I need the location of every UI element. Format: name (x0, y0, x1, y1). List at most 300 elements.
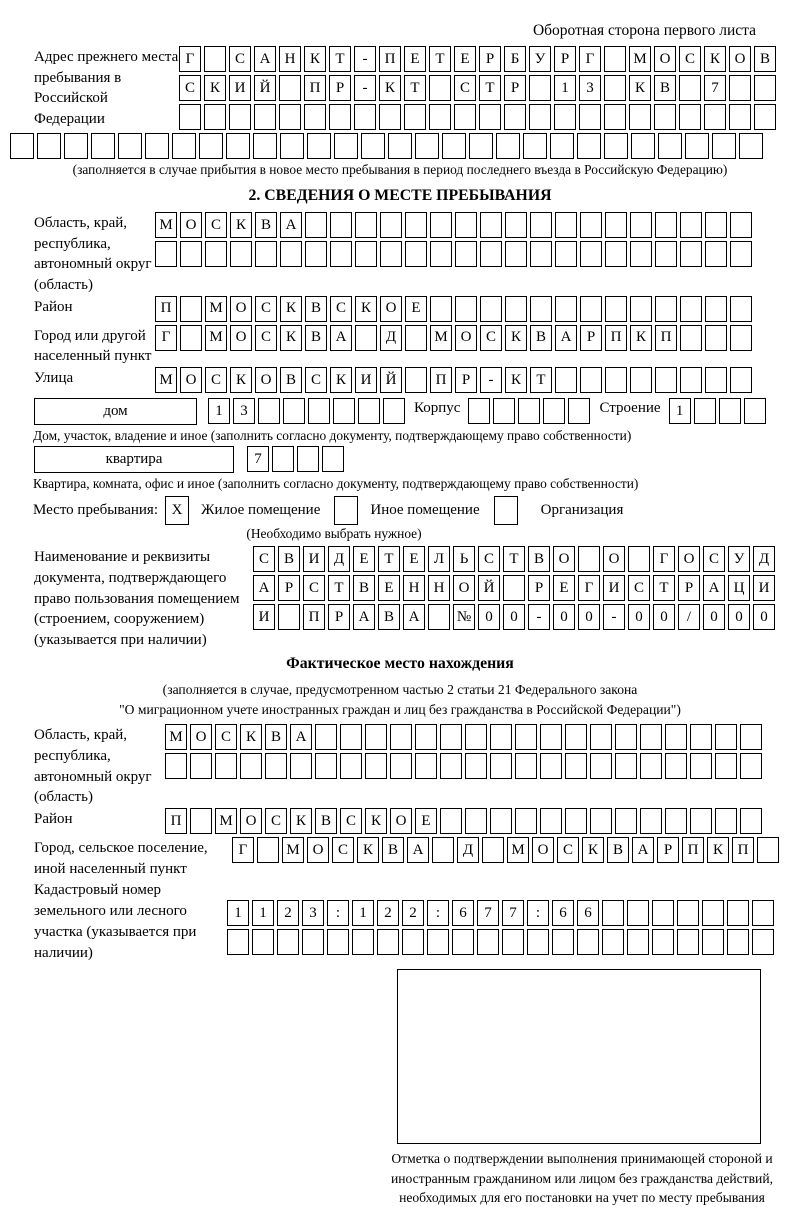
char-box[interactable]: В (530, 325, 552, 351)
char-box[interactable] (677, 900, 699, 926)
char-box[interactable]: В (278, 546, 300, 572)
char-box[interactable] (230, 241, 252, 267)
char-box[interactable] (322, 446, 344, 472)
char-box[interactable] (454, 104, 476, 130)
char-box[interactable]: О (190, 724, 212, 750)
char-box[interactable] (405, 212, 427, 238)
char-box[interactable] (705, 212, 727, 238)
char-box[interactable] (199, 133, 223, 159)
char-box[interactable] (480, 212, 502, 238)
char-box[interactable] (515, 753, 537, 779)
char-box[interactable] (329, 104, 351, 130)
char-box[interactable] (702, 929, 724, 955)
char-box[interactable] (452, 929, 474, 955)
char-box[interactable]: - (354, 75, 376, 101)
char-box[interactable] (550, 133, 574, 159)
char-box[interactable]: Е (454, 46, 476, 72)
char-box[interactable] (190, 753, 212, 779)
char-box[interactable] (377, 929, 399, 955)
char-box[interactable] (383, 398, 405, 424)
char-box[interactable]: В (654, 75, 676, 101)
char-box[interactable] (505, 212, 527, 238)
char-box[interactable] (227, 929, 249, 955)
char-box[interactable] (654, 104, 676, 130)
char-box[interactable] (627, 900, 649, 926)
char-box[interactable]: П (430, 367, 452, 393)
char-box[interactable]: В (305, 325, 327, 351)
char-box[interactable] (432, 837, 454, 863)
char-box[interactable]: А (632, 837, 654, 863)
char-box[interactable] (479, 104, 501, 130)
char-box[interactable]: К (582, 837, 604, 863)
char-box[interactable] (630, 241, 652, 267)
char-box[interactable]: С (330, 296, 352, 322)
char-box[interactable]: С (454, 75, 476, 101)
char-box[interactable] (405, 367, 427, 393)
char-box[interactable]: 7 (704, 75, 726, 101)
char-box[interactable] (729, 75, 751, 101)
char-box[interactable] (465, 808, 487, 834)
char-box[interactable] (680, 241, 702, 267)
char-box[interactable] (740, 753, 762, 779)
char-box[interactable] (305, 212, 327, 238)
char-box[interactable]: П (605, 325, 627, 351)
char-box[interactable] (523, 133, 547, 159)
char-box[interactable]: К (704, 46, 726, 72)
char-box[interactable] (180, 241, 202, 267)
char-box[interactable] (465, 724, 487, 750)
char-box[interactable] (91, 133, 115, 159)
char-box[interactable] (327, 929, 349, 955)
char-box[interactable] (494, 496, 518, 525)
char-box[interactable]: Н (428, 575, 450, 601)
char-box[interactable] (640, 808, 662, 834)
char-box[interactable] (118, 133, 142, 159)
char-box[interactable] (702, 900, 724, 926)
char-box[interactable] (730, 325, 752, 351)
char-box[interactable]: И (603, 575, 625, 601)
char-box[interactable]: К (330, 367, 352, 393)
char-box[interactable] (628, 546, 650, 572)
char-box[interactable] (315, 724, 337, 750)
char-box[interactable]: К (630, 325, 652, 351)
char-box[interactable]: С (179, 75, 201, 101)
char-box[interactable]: В (378, 604, 400, 630)
char-box[interactable] (254, 104, 276, 130)
char-box[interactable] (580, 296, 602, 322)
char-box[interactable]: К (230, 212, 252, 238)
char-box[interactable]: О (180, 212, 202, 238)
char-box[interactable] (652, 900, 674, 926)
char-box[interactable]: 7 (502, 900, 524, 926)
char-box[interactable]: П (732, 837, 754, 863)
char-box[interactable]: С (303, 575, 325, 601)
char-box[interactable]: К (204, 75, 226, 101)
char-box[interactable] (719, 398, 741, 424)
char-box[interactable] (64, 133, 88, 159)
char-box[interactable] (752, 929, 774, 955)
char-box[interactable] (455, 241, 477, 267)
char-box[interactable] (577, 929, 599, 955)
char-box[interactable]: А (403, 604, 425, 630)
char-box[interactable] (265, 753, 287, 779)
char-box[interactable]: А (407, 837, 429, 863)
char-box[interactable] (604, 104, 626, 130)
char-box[interactable] (37, 133, 61, 159)
char-box[interactable]: Р (554, 46, 576, 72)
char-box[interactable] (640, 753, 662, 779)
char-box[interactable] (555, 241, 577, 267)
char-box[interactable]: А (555, 325, 577, 351)
char-box[interactable] (430, 212, 452, 238)
char-box[interactable] (405, 241, 427, 267)
char-box[interactable] (705, 241, 727, 267)
char-box[interactable]: В (280, 367, 302, 393)
char-box[interactable] (677, 929, 699, 955)
char-box[interactable] (272, 446, 294, 472)
char-box[interactable] (180, 325, 202, 351)
char-box[interactable] (715, 808, 737, 834)
char-box[interactable] (685, 133, 709, 159)
char-box[interactable]: 0 (628, 604, 650, 630)
char-box[interactable] (739, 133, 763, 159)
char-box[interactable]: К (629, 75, 651, 101)
char-box[interactable] (330, 212, 352, 238)
char-box[interactable]: О (230, 325, 252, 351)
char-box[interactable]: П (304, 75, 326, 101)
char-box[interactable] (165, 753, 187, 779)
char-box[interactable] (482, 837, 504, 863)
char-box[interactable]: В (315, 808, 337, 834)
char-box[interactable]: В (754, 46, 776, 72)
char-box[interactable] (555, 367, 577, 393)
char-box[interactable] (490, 753, 512, 779)
char-box[interactable] (172, 133, 196, 159)
char-box[interactable]: В (265, 724, 287, 750)
char-box[interactable]: Е (403, 546, 425, 572)
char-box[interactable] (380, 241, 402, 267)
char-box[interactable]: А (253, 575, 275, 601)
char-box[interactable] (440, 724, 462, 750)
char-box[interactable]: - (480, 367, 502, 393)
char-box[interactable]: О (678, 546, 700, 572)
char-box[interactable]: С (265, 808, 287, 834)
char-box[interactable]: О (390, 808, 412, 834)
char-box[interactable]: У (529, 46, 551, 72)
char-box[interactable] (715, 753, 737, 779)
char-box[interactable] (352, 929, 374, 955)
char-box[interactable] (258, 398, 280, 424)
char-box[interactable]: 1 (554, 75, 576, 101)
char-box[interactable] (277, 929, 299, 955)
char-box[interactable] (477, 929, 499, 955)
char-box[interactable] (334, 133, 358, 159)
char-box[interactable]: Р (528, 575, 550, 601)
char-box[interactable]: М (205, 325, 227, 351)
char-box[interactable]: О (553, 546, 575, 572)
char-box[interactable]: Д (753, 546, 775, 572)
char-box[interactable] (340, 753, 362, 779)
char-box[interactable] (665, 724, 687, 750)
char-box[interactable] (404, 104, 426, 130)
char-box[interactable]: С (255, 325, 277, 351)
char-box[interactable] (278, 604, 300, 630)
char-box[interactable] (480, 296, 502, 322)
char-box[interactable] (455, 212, 477, 238)
char-box[interactable]: Р (329, 75, 351, 101)
char-box[interactable]: С (255, 296, 277, 322)
char-box[interactable] (543, 398, 565, 424)
char-box[interactable] (605, 212, 627, 238)
char-box[interactable] (415, 724, 437, 750)
char-box[interactable]: Й (478, 575, 500, 601)
char-box[interactable]: К (290, 808, 312, 834)
char-box[interactable]: Р (504, 75, 526, 101)
char-box[interactable]: Г (179, 46, 201, 72)
char-box[interactable]: П (682, 837, 704, 863)
char-box[interactable]: М (215, 808, 237, 834)
char-box[interactable]: А (254, 46, 276, 72)
char-box[interactable]: С (253, 546, 275, 572)
char-box[interactable] (179, 104, 201, 130)
char-box[interactable] (469, 133, 493, 159)
char-box[interactable]: М (155, 212, 177, 238)
char-box[interactable]: В (305, 296, 327, 322)
char-box[interactable]: В (255, 212, 277, 238)
char-box[interactable] (529, 104, 551, 130)
char-box[interactable] (365, 724, 387, 750)
char-box[interactable]: И (303, 546, 325, 572)
char-box[interactable] (330, 241, 352, 267)
char-box[interactable] (355, 212, 377, 238)
char-box[interactable] (205, 241, 227, 267)
char-box[interactable]: П (165, 808, 187, 834)
char-box[interactable]: П (379, 46, 401, 72)
char-box[interactable]: Т (530, 367, 552, 393)
char-box[interactable] (540, 808, 562, 834)
char-box[interactable] (658, 133, 682, 159)
char-box[interactable]: О (180, 367, 202, 393)
char-box[interactable]: С (205, 367, 227, 393)
char-box[interactable] (334, 496, 358, 525)
char-box[interactable]: Т (329, 46, 351, 72)
char-box[interactable]: К (365, 808, 387, 834)
char-box[interactable] (555, 296, 577, 322)
char-box[interactable] (279, 104, 301, 130)
char-box[interactable] (365, 753, 387, 779)
char-box[interactable] (690, 724, 712, 750)
char-box[interactable]: Т (378, 546, 400, 572)
char-box[interactable] (229, 104, 251, 130)
char-box[interactable] (257, 837, 279, 863)
char-box[interactable] (155, 241, 177, 267)
char-box[interactable] (605, 367, 627, 393)
char-box[interactable] (740, 808, 762, 834)
char-box[interactable]: Т (479, 75, 501, 101)
char-box[interactable] (361, 133, 385, 159)
char-box[interactable]: М (165, 724, 187, 750)
char-box[interactable] (665, 808, 687, 834)
char-box[interactable] (253, 133, 277, 159)
char-box[interactable] (204, 46, 226, 72)
char-box[interactable]: Е (404, 46, 426, 72)
char-box[interactable] (740, 724, 762, 750)
char-box[interactable]: 2 (377, 900, 399, 926)
char-box[interactable] (730, 296, 752, 322)
char-box[interactable]: К (280, 296, 302, 322)
char-box[interactable] (730, 241, 752, 267)
char-box[interactable]: У (728, 546, 750, 572)
char-box[interactable] (705, 367, 727, 393)
char-box[interactable] (354, 104, 376, 130)
char-box[interactable]: 1 (352, 900, 374, 926)
char-box[interactable]: 0 (578, 604, 600, 630)
char-box[interactable]: С (703, 546, 725, 572)
char-box[interactable]: О (729, 46, 751, 72)
char-box[interactable] (518, 398, 540, 424)
char-box[interactable]: К (240, 724, 262, 750)
char-box[interactable] (427, 929, 449, 955)
char-box[interactable]: 6 (452, 900, 474, 926)
char-box[interactable] (554, 104, 576, 130)
char-box[interactable] (505, 241, 527, 267)
char-box[interactable]: 3 (233, 398, 255, 424)
char-box[interactable]: Ь (453, 546, 475, 572)
char-box[interactable]: - (603, 604, 625, 630)
char-box[interactable]: В (382, 837, 404, 863)
char-box[interactable] (405, 325, 427, 351)
char-box[interactable]: Р (328, 604, 350, 630)
char-box[interactable] (565, 808, 587, 834)
char-box[interactable]: К (707, 837, 729, 863)
char-box[interactable]: И (253, 604, 275, 630)
char-box[interactable]: С (305, 367, 327, 393)
char-box[interactable] (640, 724, 662, 750)
char-box[interactable] (529, 75, 551, 101)
char-box[interactable]: X (165, 496, 189, 525)
char-box[interactable]: Й (254, 75, 276, 101)
char-box[interactable]: Е (353, 546, 375, 572)
char-box[interactable]: О (654, 46, 676, 72)
char-box[interactable]: 0 (653, 604, 675, 630)
char-box[interactable]: Е (405, 296, 427, 322)
char-box[interactable]: В (353, 575, 375, 601)
char-box[interactable]: А (290, 724, 312, 750)
char-box[interactable]: Р (479, 46, 501, 72)
char-box[interactable]: 0 (753, 604, 775, 630)
char-box[interactable] (503, 575, 525, 601)
char-box[interactable] (680, 367, 702, 393)
char-box[interactable] (252, 929, 274, 955)
char-box[interactable]: И (753, 575, 775, 601)
char-box[interactable]: / (678, 604, 700, 630)
char-box[interactable]: 6 (577, 900, 599, 926)
char-box[interactable]: О (453, 575, 475, 601)
char-box[interactable] (333, 398, 355, 424)
char-box[interactable] (430, 241, 452, 267)
char-box[interactable]: Т (328, 575, 350, 601)
char-box[interactable] (290, 753, 312, 779)
char-box[interactable] (679, 104, 701, 130)
char-box[interactable]: Т (653, 575, 675, 601)
char-box[interactable]: О (380, 296, 402, 322)
char-box[interactable]: 6 (552, 900, 574, 926)
char-box[interactable] (428, 604, 450, 630)
char-box[interactable] (415, 753, 437, 779)
char-box[interactable] (568, 398, 590, 424)
char-box[interactable]: № (453, 604, 475, 630)
char-box[interactable] (402, 929, 424, 955)
char-box[interactable] (496, 133, 520, 159)
char-box[interactable]: С (229, 46, 251, 72)
char-box[interactable]: Р (278, 575, 300, 601)
char-box[interactable] (302, 929, 324, 955)
char-box[interactable]: О (230, 296, 252, 322)
char-box[interactable] (204, 104, 226, 130)
char-box[interactable]: Г (579, 46, 601, 72)
char-box[interactable] (490, 724, 512, 750)
char-box[interactable]: С (332, 837, 354, 863)
char-box[interactable]: 1 (669, 398, 691, 424)
char-box[interactable] (540, 724, 562, 750)
char-box[interactable] (577, 133, 601, 159)
char-box[interactable] (380, 212, 402, 238)
char-box[interactable] (226, 133, 250, 159)
char-box[interactable]: Д (457, 837, 479, 863)
char-box[interactable] (757, 837, 779, 863)
char-box[interactable] (590, 808, 612, 834)
char-box[interactable]: О (532, 837, 554, 863)
char-box[interactable] (602, 929, 624, 955)
char-box[interactable] (679, 75, 701, 101)
char-box[interactable] (615, 753, 637, 779)
char-box[interactable]: А (703, 575, 725, 601)
char-box[interactable] (379, 104, 401, 130)
char-box[interactable] (552, 929, 574, 955)
char-box[interactable]: К (304, 46, 326, 72)
char-box[interactable] (665, 753, 687, 779)
char-box[interactable] (704, 104, 726, 130)
char-box[interactable] (590, 724, 612, 750)
char-box[interactable]: Е (553, 575, 575, 601)
char-box[interactable] (604, 133, 628, 159)
char-box[interactable] (579, 104, 601, 130)
char-box[interactable]: К (355, 296, 377, 322)
char-box[interactable]: П (303, 604, 325, 630)
char-box[interactable]: В (528, 546, 550, 572)
char-box[interactable]: О (255, 367, 277, 393)
char-box[interactable]: О (455, 325, 477, 351)
char-box[interactable]: 1 (208, 398, 230, 424)
char-box[interactable] (527, 929, 549, 955)
char-box[interactable]: 0 (728, 604, 750, 630)
char-box[interactable] (690, 808, 712, 834)
char-box[interactable]: Н (403, 575, 425, 601)
char-box[interactable] (727, 929, 749, 955)
char-box[interactable] (604, 46, 626, 72)
char-box[interactable]: А (353, 604, 375, 630)
char-box[interactable]: 3 (302, 900, 324, 926)
char-box[interactable]: С (628, 575, 650, 601)
char-box[interactable] (504, 104, 526, 130)
char-box[interactable]: Ц (728, 575, 750, 601)
char-box[interactable] (631, 133, 655, 159)
char-box[interactable]: К (505, 325, 527, 351)
char-box[interactable] (315, 753, 337, 779)
char-box[interactable]: М (430, 325, 452, 351)
char-box[interactable] (180, 296, 202, 322)
char-box[interactable]: А (330, 325, 352, 351)
